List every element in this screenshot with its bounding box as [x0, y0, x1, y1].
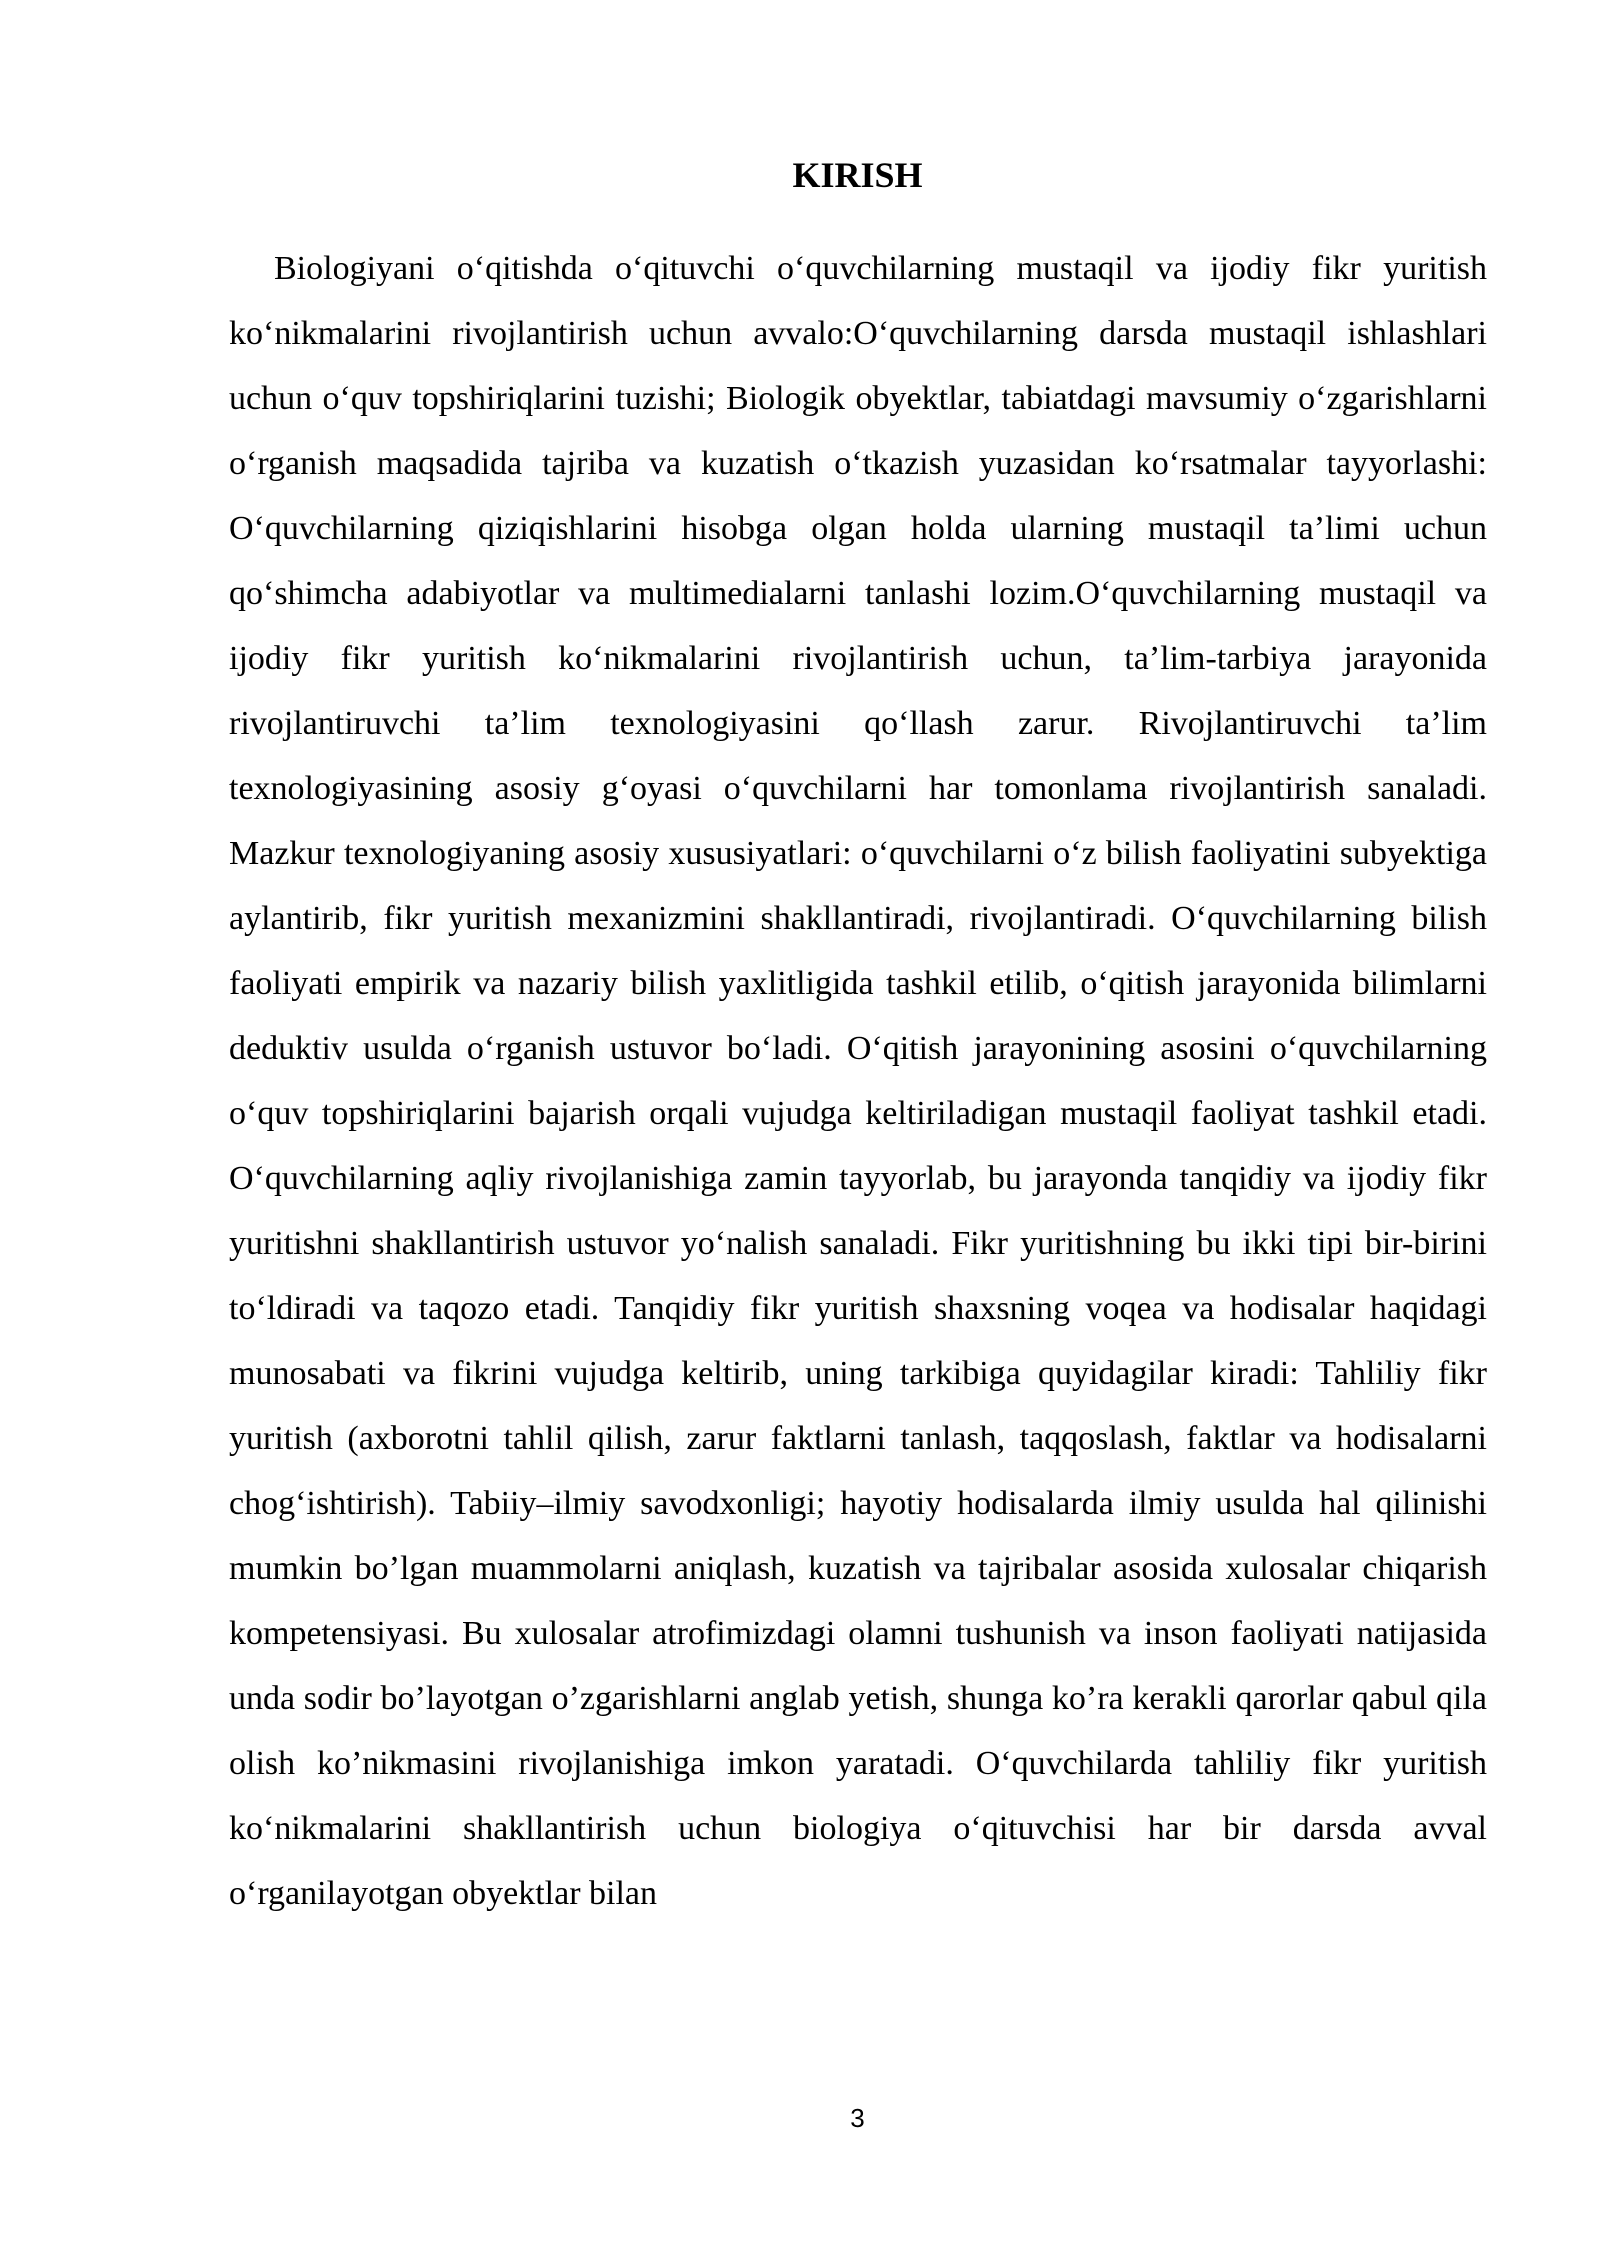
body-paragraph: Biologiyani o‘qitishda o‘qituvchi o‘quvchilarning mustaqil va ijodiy fikr yuritish ko‘nikmalarini rivojlantirish uchun avvalo:O‘quvchilarning darsda mustaqil ishlashlari uchun o‘quv topshiriqlarini tuzishi; Biologik obyektlar, tabiatdagi mavsumiy o‘zgarishlarni o‘rganish maqsadida tajriba va kuzatish o‘tkazish yuzasidan ko‘rsatmalar tayyorlashi: O‘quvchilarning qiziqishlarini hisobga olgan holda ularning mustaqil ta’limi uchun qo‘shimcha adabiyotlar va multimedialarni tanlashi lozim.O‘quvchilarning mustaqil va ijodiy fikr yuritish ko‘nikmalarini rivojlantirish uchun, ta’lim-tarbiya jarayonida rivojlantiruvchi ta’lim texnologiyasini qo‘llash zarur. Rivojlantiruvchi ta’lim texnologiyasining asosiy g‘oyasi o‘quvchilarni har tomonlama rivojlantirish sanaladi. Mazkur texnologiyaning asosiy xususiyatlari: o‘quvchilarni o‘z bilish faoliyatini subyektiga aylantirib, fikr yuritish mexanizmini shakllantiradi, rivojlantiradi. O‘quvchilarning bilish faoliyati empirik va nazariy bilish yaxlitligida tashkil etilib, o‘qitish jarayonida bilimlarni deduktiv usulda o‘rganish ustuvor bo‘ladi. O‘qitish jarayonining asosini o‘quvchilarning o‘quv topshiriqlarini bajarish orqali vujudga keltiriladigan mustaqil faoliyat tashkil etadi. O‘quvchilarning aqliy rivojlanishiga zamin tayyorlab, bu jarayonda tanqidiy va ijodiy fikr yuritishni shakllantirish ustuvor yo‘nalish sanaladi. Fikr yuritishning bu ikki tipi bir-birini to‘ldiradi va taqozo etadi. Tanqidiy fikr yuritish shaxsning voqea va hodisalar haqidagi munosabati va fikrini vujudga keltirib, uning tarkibiga quyidagilar kiradi: Tahliliy fikr yuritish (axborotni tahlil qilish, zarur faktlarni tanlash, taqqoslash, faktlar va hodisalarni chog‘ishtirish). Tabiiy–ilmiy savodxonligi; hayotiy hodisalarda ilmiy usulda hal qilinishi mumkin bo’lgan muammolarni aniqlash, kuzatish va tajribalar asosida xulosalar chiqarish kompetensiyasi. Bu xulosalar atrofimizdagi olamni tushunish va inson faoliyati natijasida unda sodir bo’layotgan o’zgarishlarni anglab yetish, shunga ko’ra kerakli qarorlar qabul qila olish ko’nikmasini rivojlanishiga imkon yaratadi. O‘quvchilarda tahliliy fikr yuritish ko‘nikmalarini shakllantirish uchun biologiya o‘qituvchisi har bir darsda avval o‘rganilayotgan obyektlar bilan	[229, 250, 1487, 1912]
page-number: 3	[850, 2103, 865, 2133]
section-heading: KIRISH	[792, 155, 923, 195]
